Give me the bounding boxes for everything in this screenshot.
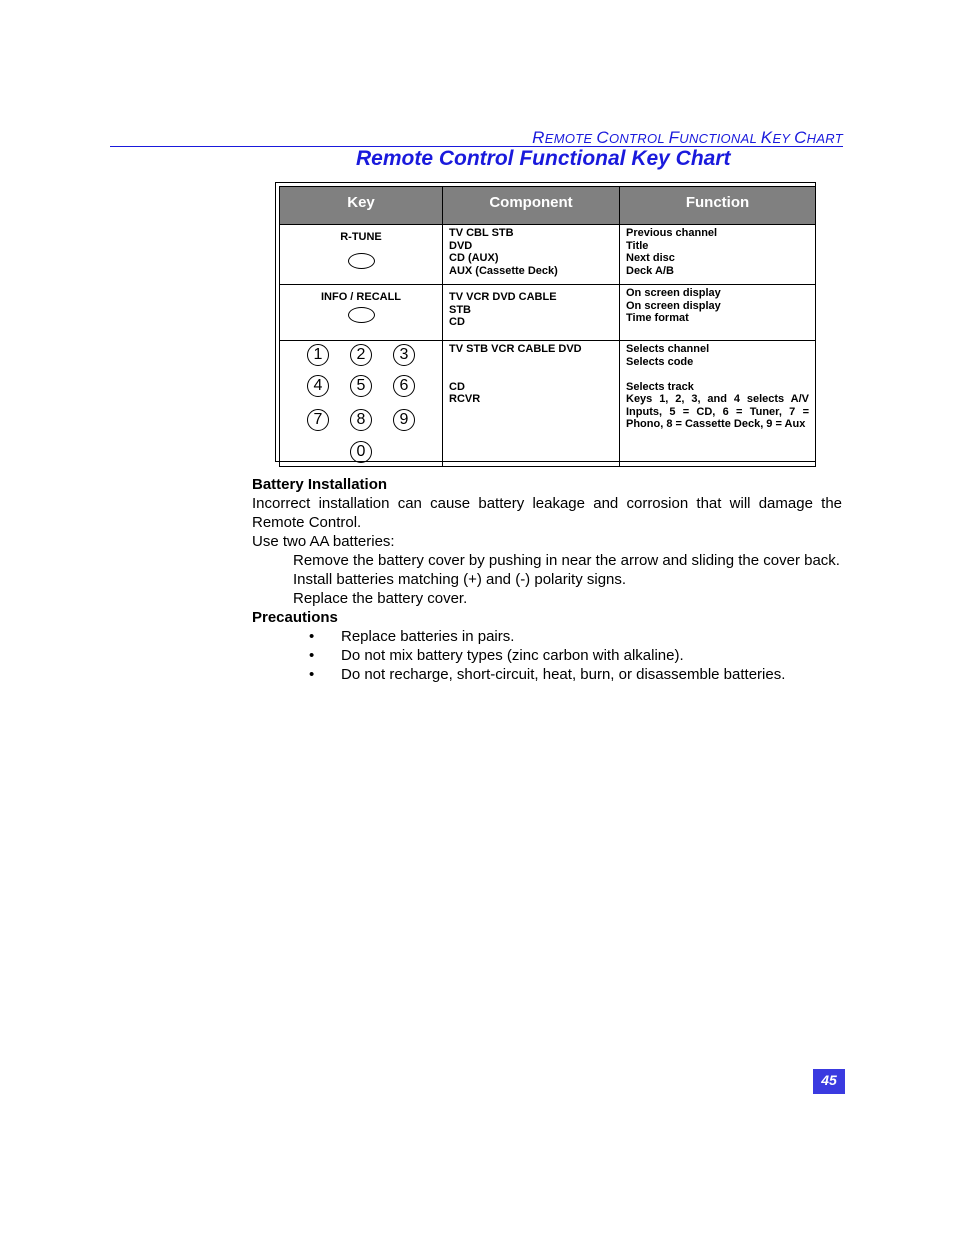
- function-cell: On screen display On screen display Time format: [620, 285, 816, 341]
- key-cell: [280, 285, 443, 341]
- key-label: R-TUNE: [340, 231, 382, 243]
- running-header: REMOTE CONTROL FUNCTIONAL KEY CHART: [532, 128, 843, 147]
- battery-section: [252, 475, 842, 684]
- number-key-0-icon: 0: [350, 441, 372, 463]
- number-key-2-icon: 2: [350, 344, 372, 366]
- function-note: Keys 1, 2, 3, and 4 selects A/V Inputs, 5 = CD, 6 = Tuner, 7 = Phono, 8 = Cassette Deck, 9 = Aux: [626, 393, 809, 430]
- header-function: Function: [620, 187, 816, 225]
- battery-warning: Incorrect installation can cause battery leakage and corrosion that will damage the Remote Control.: [252, 495, 842, 531]
- list-item: • Replace batteries in pairs.: [309, 628, 515, 645]
- key-label: INFO / RECALL: [320, 291, 402, 303]
- bullet-icon: •: [309, 666, 315, 683]
- number-key-8-icon: 8: [350, 409, 372, 431]
- number-key-9-icon: 9: [393, 409, 415, 431]
- precautions-heading: Precautions: [252, 609, 338, 626]
- number-key-6-icon: 6: [393, 375, 415, 397]
- list-item: • Do not recharge, short-circuit, heat, burn, or disassemble batteries.: [309, 666, 786, 683]
- number-key-3-icon: 3: [393, 344, 415, 366]
- battery-heading: Battery Installation: [252, 476, 388, 493]
- component-cell: TV CBL STB DVD CD (AUX) AUX (Cassette Deck): [443, 225, 620, 285]
- table-row: [280, 225, 816, 285]
- key-cell: [280, 225, 443, 285]
- number-key-5-icon: 5: [350, 375, 372, 397]
- info-recall-button-icon: [348, 307, 375, 323]
- battery-step: Replace the battery cover.: [293, 590, 468, 607]
- battery-use: Use two AA batteries:: [252, 533, 395, 550]
- key-chart-table: [279, 186, 816, 467]
- bullet-icon: •: [309, 628, 315, 645]
- table-header-row: [280, 187, 816, 225]
- component-cell: TV STB VCR CABLE DVD CD RCVR: [443, 341, 620, 467]
- number-key-7-icon: 7: [307, 409, 329, 431]
- precautions-list: [252, 627, 842, 684]
- page-title: Remote Control Functional Key Chart: [356, 147, 731, 170]
- r-tune-button-icon: [348, 253, 375, 269]
- function-cell: Selects channel Selects code Selects track Keys 1, 2, 3, and 4 selects A/V Inputs, 5 = CD, 6 = Tuner, 7 = Phono, 8 = Cassette Deck, 9 = Aux: [620, 341, 816, 467]
- component-cell: TV VCR DVD CABLE STB CD: [443, 285, 620, 341]
- battery-step: Remove the battery cover by pushing in near the arrow and sliding the cover back.: [293, 552, 840, 569]
- table-row: [280, 341, 816, 467]
- list-item: • Do not mix battery types (zinc carbon with alkaline).: [309, 647, 684, 664]
- key-cell: [280, 341, 443, 467]
- page-number: 45: [813, 1069, 845, 1094]
- battery-step: Install batteries matching (+) and (-) polarity signs.: [293, 571, 627, 588]
- number-key-4-icon: 4: [307, 375, 329, 397]
- table-row: [280, 285, 816, 341]
- bullet-icon: •: [309, 647, 315, 664]
- number-keypad: [281, 342, 441, 465]
- header-component: Component: [443, 187, 620, 225]
- number-key-1-icon: 1: [307, 344, 329, 366]
- header-key: Key: [280, 187, 443, 225]
- function-cell: Previous channel Title Next disc Deck A/B: [620, 225, 816, 285]
